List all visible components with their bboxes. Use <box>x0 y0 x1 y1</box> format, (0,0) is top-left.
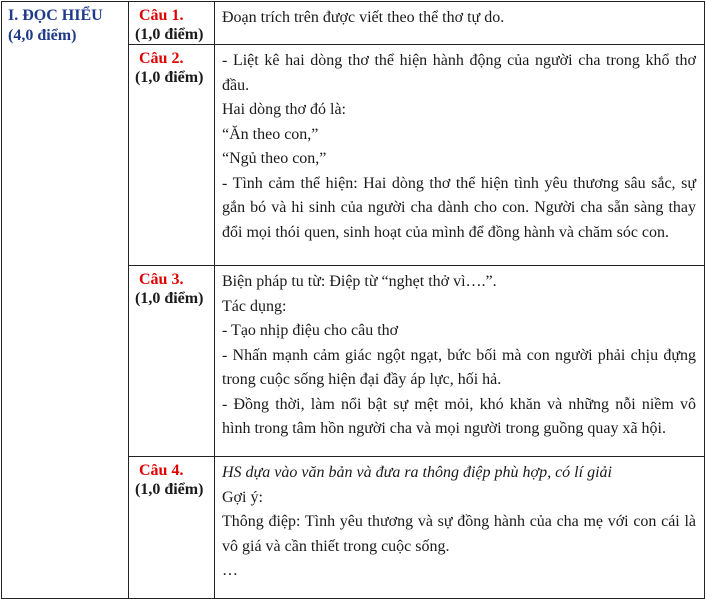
answer-line: Biện pháp tu từ: Điệp từ “nghẹt thở vì….”. <box>222 273 497 290</box>
answer-line: - Nhấn mạnh cảm giác ngột ngạt, bức bối mà con người phải chịu đựng <box>222 346 696 364</box>
answer-line: - Tạo nhịp điệu cho câu thơ <box>222 322 399 339</box>
question-points: (1,0 điểm) <box>135 26 204 43</box>
question-points: (1,0 điểm) <box>135 290 204 307</box>
answer-line: vô giá và cần thiết trong cuộc sống. <box>222 537 450 555</box>
question-label-cell <box>129 45 215 266</box>
answer-line: hình trong tâm hồn người cha và mọi người trong guồng quay xã hội. <box>222 420 666 437</box>
question-label: Câu 3. <box>139 271 184 288</box>
answer-line: Tác dụng: <box>222 297 287 315</box>
answer-instruction: HS dựa vào văn bản và đưa ra thông điệp phù hợp, có lí giải <box>222 464 612 481</box>
question-points: (1,0 điểm) <box>135 481 204 498</box>
answer-line: Thông điệp: Tình yêu thương và sự đồng hành của cha mẹ với con cái là <box>222 513 696 530</box>
answer-line: “Ngủ theo con,” <box>222 150 327 167</box>
question-label: Câu 4. <box>139 462 184 479</box>
answer-cell <box>215 457 705 599</box>
answer-line: “Ăn theo con,” <box>222 125 319 143</box>
answer-cell <box>215 2 705 45</box>
answer-cell <box>215 45 705 266</box>
question-label-cell <box>129 457 215 599</box>
question-points: (1,0 điểm) <box>135 69 204 86</box>
answer-line: Gợi ý: <box>222 488 263 506</box>
question-row-1 <box>2 2 705 45</box>
question-label: Câu 1. <box>139 7 184 24</box>
answer-line: gắn bó và hi sinh của người cha dành cho con. Người cha sẵn sàng thay <box>222 199 696 216</box>
answer-line: - Đồng thời, làm nổi bật sự mệt mỏi, khó khăn và những nỗi niềm vô <box>222 395 696 413</box>
answer-line: đầu. <box>222 76 250 94</box>
section-title: I. ĐỌC HIỂU <box>8 7 103 24</box>
question-label-cell <box>129 2 215 45</box>
question-label: Câu 2. <box>139 50 184 67</box>
question-label-cell <box>129 266 215 457</box>
answer-cell <box>215 266 705 457</box>
section-points: (4,0 điểm) <box>8 27 77 44</box>
answer-line: Đoạn trích trên được viết theo thể thơ tự do. <box>222 9 505 26</box>
section-cell <box>2 2 129 599</box>
answer-line: trong cuộc sống hiện đại đầy áp lực, hối hả. <box>222 371 502 388</box>
answer-line: - Tình cảm thể hiện: Hai dòng thơ thể hiện tình yêu thương sâu sắc, sự <box>222 174 696 192</box>
answer-key-table <box>1 1 705 599</box>
answer-line: - Liệt kê hai dòng thơ thể hiện hành động của người cha trong khổ thơ <box>222 52 696 69</box>
answer-line: … <box>222 562 238 579</box>
answer-line: Hai dòng thơ đó là: <box>222 101 346 118</box>
answer-line: đổi mọi thói quen, sinh hoạt của mình để đồng hành và chăm sóc con. <box>222 223 670 241</box>
